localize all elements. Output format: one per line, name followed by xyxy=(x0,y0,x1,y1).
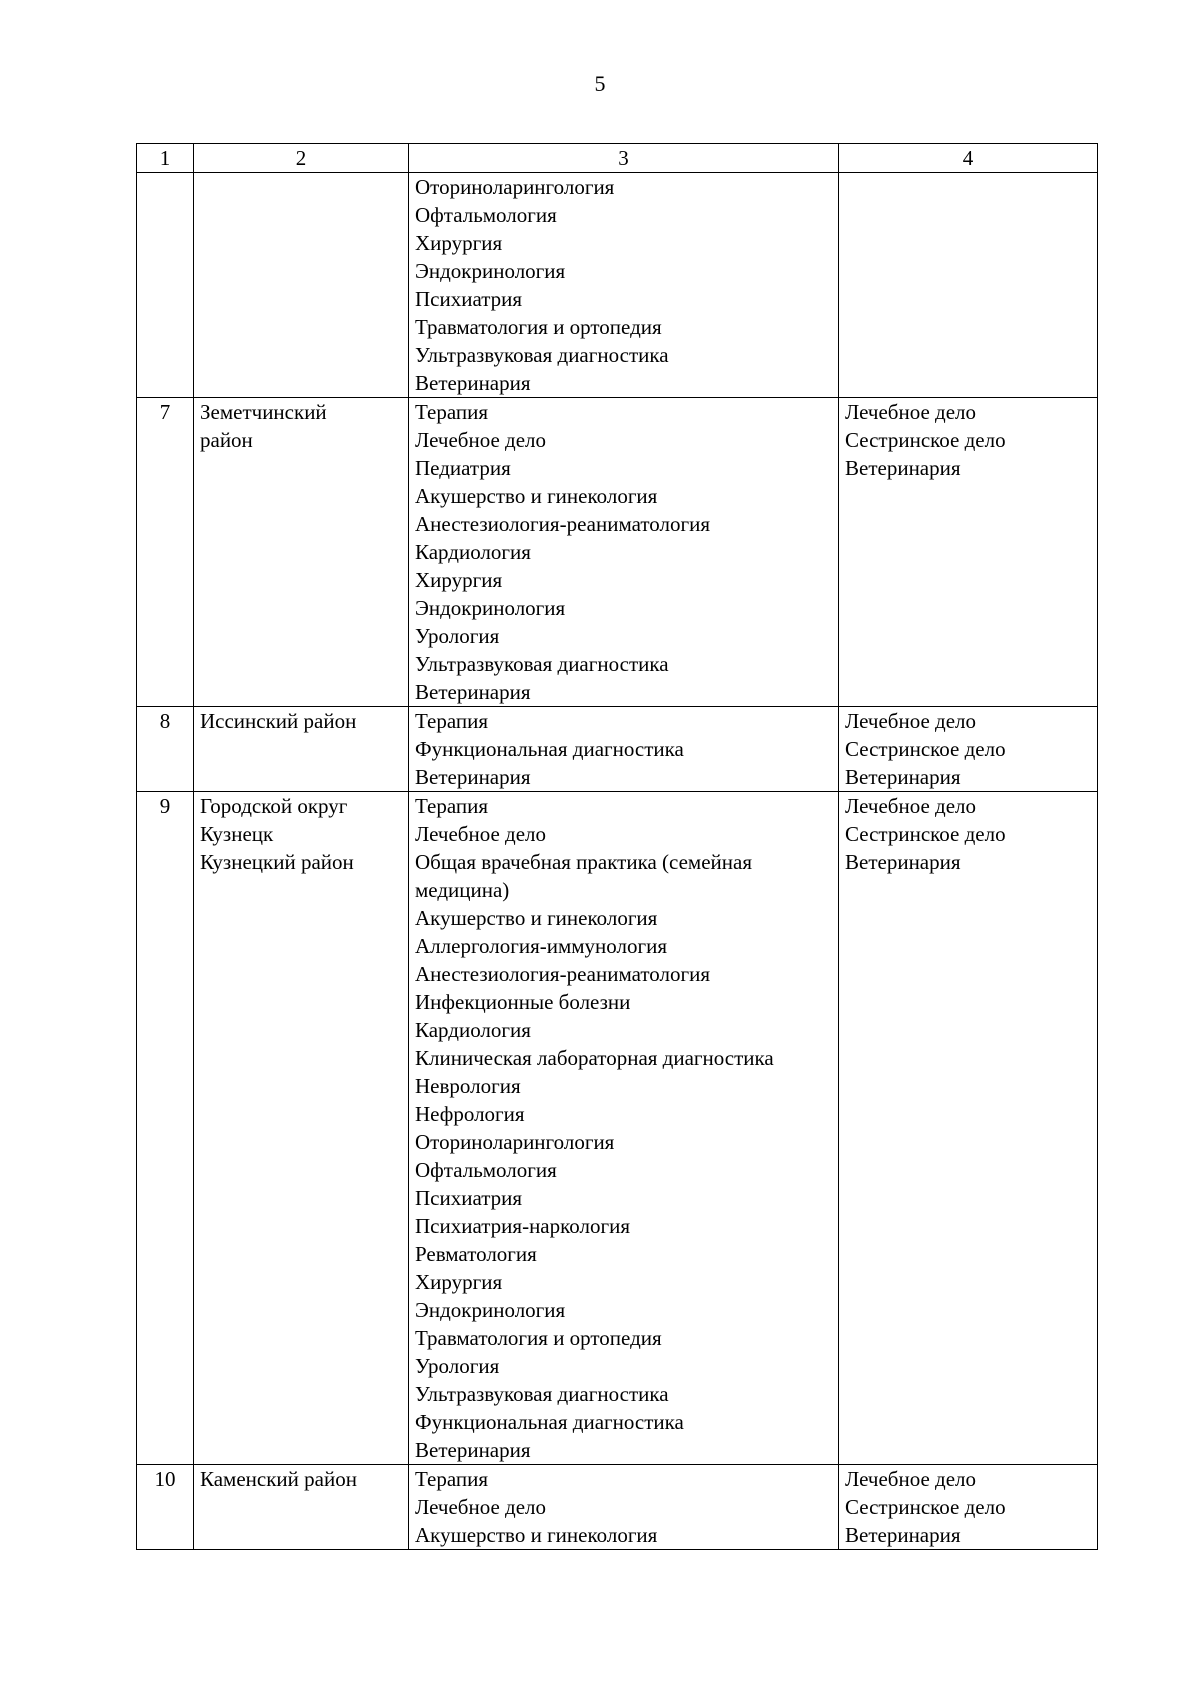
district-cell xyxy=(194,1465,409,1550)
district-name-line: Кузнецк xyxy=(200,822,274,846)
district-name-line: Городской округ xyxy=(200,794,348,818)
secondary-specialty-item: Лечебное дело xyxy=(845,400,977,424)
district-cell xyxy=(194,792,409,1465)
specialties-cell xyxy=(409,398,839,707)
table-row xyxy=(137,398,1098,707)
specialty-item: медицина) xyxy=(415,878,510,902)
specialties-table xyxy=(136,143,1098,1550)
table-row xyxy=(137,1465,1098,1550)
specialty-item: Психиатрия xyxy=(415,287,523,311)
table-header-row xyxy=(137,144,1098,173)
specialty-item: Кардиология xyxy=(415,540,531,564)
district-cell xyxy=(194,707,409,792)
district-name-line: Земетчинский xyxy=(200,400,327,424)
district-name-line: район xyxy=(200,428,253,452)
secondary-specialty-item: Лечебное дело xyxy=(845,794,977,818)
specialty-item: Ветеринария xyxy=(415,680,531,704)
table-body xyxy=(137,173,1098,1550)
specialty-item: Инфекционные болезни xyxy=(415,990,631,1014)
specialty-item: Педиатрия xyxy=(415,456,511,480)
specialty-item: Общая врачебная практика (семейная xyxy=(415,850,752,874)
secondary-specialty-item: Сестринское дело xyxy=(845,428,1006,452)
district-name-line: Кузнецкий район xyxy=(200,850,354,874)
secondary-specialties-cell xyxy=(839,173,1098,398)
specialty-item: Неврология xyxy=(415,1074,521,1098)
specialty-item: Терапия xyxy=(415,709,489,733)
table-row xyxy=(137,173,1098,398)
secondary-specialty-item: Лечебное дело xyxy=(845,1467,977,1491)
secondary-specialty-item: Сестринское дело xyxy=(845,1495,1006,1519)
secondary-specialty-item: Ветеринария xyxy=(845,456,961,480)
specialty-item: Ветеринария xyxy=(415,371,531,395)
specialty-item: Эндокринология xyxy=(415,1298,566,1322)
district-cell xyxy=(194,398,409,707)
specialty-item: Клиническая лабораторная диагностика xyxy=(415,1046,774,1070)
specialty-item: Функциональная диагностика xyxy=(415,737,684,761)
row-number xyxy=(137,173,194,398)
secondary-specialty-item: Ветеринария xyxy=(845,1523,961,1547)
specialties-cell xyxy=(409,707,839,792)
specialty-item: Лечебное дело xyxy=(415,428,547,452)
row-number: 9 xyxy=(137,792,194,1465)
specialty-item: Терапия xyxy=(415,1467,489,1491)
secondary-specialties-cell xyxy=(839,792,1098,1465)
specialty-item: Терапия xyxy=(415,794,489,818)
specialty-item: Хирургия xyxy=(415,1270,503,1294)
specialty-item: Ревматология xyxy=(415,1242,537,1266)
page-number: 5 xyxy=(594,71,606,96)
specialty-item: Акушерство и гинекология xyxy=(415,1523,658,1547)
specialty-item: Психиатрия-наркология xyxy=(415,1214,630,1238)
secondary-specialties-cell xyxy=(839,707,1098,792)
specialty-item: Урология xyxy=(415,624,500,648)
specialty-item: Акушерство и гинекология xyxy=(415,484,658,508)
specialties-cell xyxy=(409,173,839,398)
row-number: 7 xyxy=(137,398,194,707)
district-name-line: Иссинский район xyxy=(200,709,357,733)
specialty-item: Офтальмология xyxy=(415,203,557,227)
specialty-item: Нефрология xyxy=(415,1102,525,1126)
specialty-item: Ультразвуковая диагностика xyxy=(415,652,669,676)
specialty-item: Хирургия xyxy=(415,231,503,255)
specialty-item: Ветеринария xyxy=(415,1438,531,1462)
column-header-3: 3 xyxy=(409,144,839,173)
table-row xyxy=(137,707,1098,792)
specialty-item: Психиатрия xyxy=(415,1186,523,1210)
row-number: 8 xyxy=(137,707,194,792)
column-header-4: 4 xyxy=(839,144,1098,173)
column-header-1: 1 xyxy=(137,144,194,173)
specialty-item: Оториноларингология xyxy=(415,175,615,199)
row-number: 10 xyxy=(137,1465,194,1550)
specialty-item: Эндокринология xyxy=(415,596,566,620)
specialty-item: Анестезиология-реаниматология xyxy=(415,962,710,986)
specialty-item: Хирургия xyxy=(415,568,503,592)
specialty-item: Офтальмология xyxy=(415,1158,557,1182)
specialty-item: Аллергология-иммунология xyxy=(415,934,668,958)
specialty-item: Эндокринология xyxy=(415,259,566,283)
specialty-item: Оториноларингология xyxy=(415,1130,615,1154)
specialty-item: Функциональная диагностика xyxy=(415,1410,684,1434)
secondary-specialty-item: Сестринское дело xyxy=(845,737,1006,761)
secondary-specialties-cell xyxy=(839,398,1098,707)
specialty-item: Лечебное дело xyxy=(415,1495,547,1519)
specialty-item: Акушерство и гинекология xyxy=(415,906,658,930)
secondary-specialty-item: Сестринское дело xyxy=(845,822,1006,846)
specialty-item: Травматология и ортопедия xyxy=(415,1326,662,1350)
specialty-item: Ветеринария xyxy=(415,765,531,789)
specialty-item: Урология xyxy=(415,1354,500,1378)
secondary-specialty-item: Ветеринария xyxy=(845,850,961,874)
specialty-item: Лечебное дело xyxy=(415,822,547,846)
secondary-specialty-item: Лечебное дело xyxy=(845,709,977,733)
specialty-item: Ультразвуковая диагностика xyxy=(415,343,669,367)
specialties-cell xyxy=(409,792,839,1465)
secondary-specialty-item: Ветеринария xyxy=(845,765,961,789)
specialty-item: Травматология и ортопедия xyxy=(415,315,662,339)
specialty-item: Анестезиология-реаниматология xyxy=(415,512,710,536)
specialty-item: Терапия xyxy=(415,400,489,424)
district-name-line: Каменский район xyxy=(200,1467,357,1491)
district-cell xyxy=(194,173,409,398)
table-row xyxy=(137,792,1098,1465)
specialty-item: Кардиология xyxy=(415,1018,531,1042)
specialty-item: Ультразвуковая диагностика xyxy=(415,1382,669,1406)
secondary-specialties-cell xyxy=(839,1465,1098,1550)
specialties-cell xyxy=(409,1465,839,1550)
column-header-2: 2 xyxy=(194,144,409,173)
